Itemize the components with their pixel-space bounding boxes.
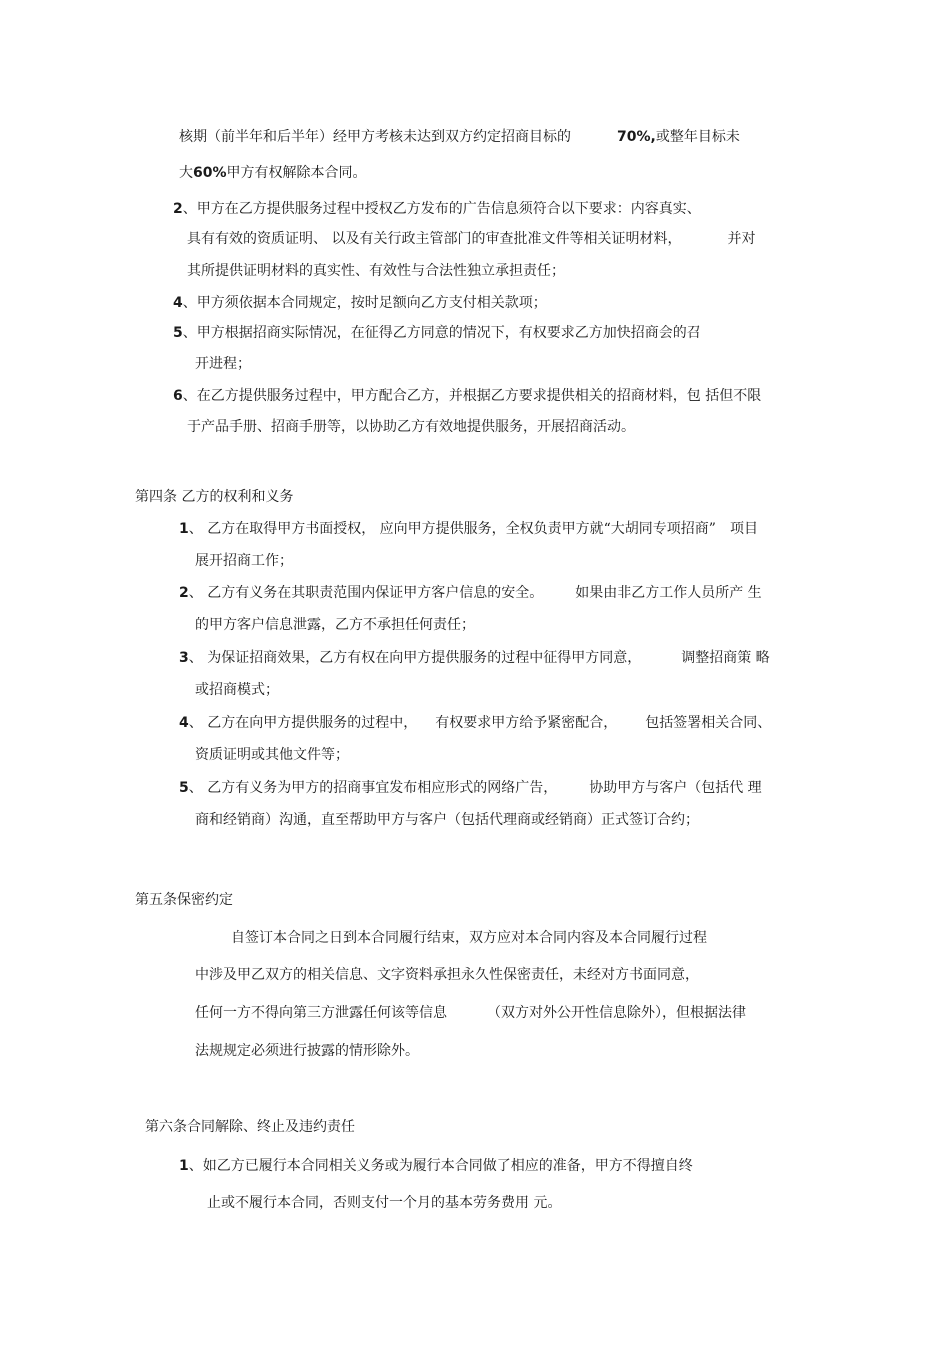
a4-item3-text-a: 、 为保证招商效果，乙方有权在向甲方提供服务的过程中征得甲方同意， bbox=[188, 650, 642, 666]
a5-line2: 中涉及甲乙双方的相关信息、文字资料承担永久性保密责任，未经对方书面同意， bbox=[195, 967, 699, 983]
a4-item1-line2: 展开招商工作； bbox=[195, 553, 293, 569]
a6-item1-number: 1 bbox=[179, 1158, 189, 1174]
a4-item5-number: 5 bbox=[179, 780, 189, 796]
a4-item2-line1 bbox=[179, 583, 762, 603]
a6-item1-text: 、如乙方已履行本合同相关义务或为履行本合同做了相应的准备，甲方不得擅自终 bbox=[188, 1158, 693, 1174]
a3-item4-line1 bbox=[173, 293, 547, 313]
a6-item1-line2: 止或不履行本合同，否则支付一个月的基本劳务费用 元。 bbox=[207, 1195, 562, 1211]
a4-item5-text-b: 协助甲方与客户（包括代 理 bbox=[589, 780, 762, 796]
a5-line3-text-a: 任何一方不得向第三方泄露任何该等信息 bbox=[195, 1005, 447, 1021]
a4-item4-line2: 资质证明或其他文件等； bbox=[195, 747, 349, 763]
a5-line4: 法规规定必须进行披露的情形除外。 bbox=[195, 1043, 419, 1059]
a3-para1-line2 bbox=[179, 163, 367, 183]
a3-para1-prefix: 大 bbox=[179, 165, 193, 181]
a4-item4-text-b: 有权要求甲方给予紧密配合， bbox=[435, 715, 618, 731]
a3-item5-number: 5 bbox=[173, 325, 183, 341]
a4-item5-line2: 商和经销商）沟通，直至帮助甲方与客户（包括代理商或经销商）正式签订合约； bbox=[195, 812, 699, 828]
a4-item4-line1 bbox=[179, 713, 771, 733]
a3-item2-text-a: 具有有效的资质证明、 以及有关行政主管部门的审查批准文件等相关证明材料， bbox=[187, 231, 682, 247]
article4-heading: 第四条 乙方的权利和义务 bbox=[135, 489, 294, 505]
a4-item1-text-b: 项目 bbox=[729, 521, 758, 537]
a4-item4-text-c: 包括签署相关合同、 bbox=[645, 715, 772, 731]
a4-item4-number: 4 bbox=[179, 715, 189, 731]
a3-item2-line2 bbox=[187, 229, 755, 249]
a3-item6-text: 、在乙方提供服务过程中，甲方配合乙方，并根据乙方要求提供相关的招商材料，包 括但不限 bbox=[182, 388, 762, 404]
a3-item6-line2: 于产品手册、招商手册等，以协助乙方有效地提供服务，开展招商活动。 bbox=[187, 419, 635, 435]
a3-item2-number: 2 bbox=[173, 201, 183, 217]
a3-para1-text: 核期（前半年和后半年）经甲方考核未达到双方约定招商目标的 bbox=[179, 129, 571, 145]
a4-item3-line1 bbox=[179, 648, 770, 668]
a3-item2-text-b: 并对 bbox=[727, 231, 756, 247]
a5-line1: 自签订本合同之日到本合同履行结束，双方应对本合同内容及本合同履行过程 bbox=[231, 930, 707, 946]
a4-item1-text-a: 、 乙方在取得甲方书面授权， 应向甲方提供服务，全权负责甲方就“大胡同专项招商” bbox=[188, 521, 716, 537]
a3-para1-line1 bbox=[179, 127, 740, 147]
a3-item5-text: 、甲方根据招商实际情况，在征得乙方同意的情况下，有权要求乙方加快招商会的召 bbox=[182, 325, 701, 341]
a3-para1-tail: 或整年目标未 bbox=[655, 129, 740, 145]
a3-item6-number: 6 bbox=[173, 388, 183, 404]
a3-item4-number: 4 bbox=[173, 295, 183, 311]
a3-percent-60: 60% bbox=[193, 165, 227, 181]
a4-item3-text-b: 调整招商策 略 bbox=[681, 650, 770, 666]
a3-item4-text: 、甲方须依据本合同规定，按时足额向乙方支付相关款项； bbox=[182, 295, 547, 311]
a4-item2-text-a: 、 乙方有义务在其职责范围内保证甲方客户信息的安全。 bbox=[188, 585, 544, 601]
a3-item2-text: 、甲方在乙方提供服务过程中授权乙方发布的广告信息须符合以下要求：内容真实、 bbox=[182, 201, 701, 217]
article6-heading: 第六条合同解除、终止及违约责任 bbox=[145, 1119, 355, 1135]
a4-item3-line2: 或招商模式； bbox=[195, 682, 279, 698]
article5-heading: 第五条保密约定 bbox=[135, 892, 233, 908]
a3-item2-line1 bbox=[173, 199, 701, 219]
a3-item5-line1 bbox=[173, 323, 701, 343]
a4-item2-number: 2 bbox=[179, 585, 189, 601]
a4-item4-text-a: 、 乙方在向甲方提供服务的过程中， bbox=[188, 715, 418, 731]
a4-item2-line2: 的甲方客户信息泄露，乙方不承担任何责任； bbox=[195, 617, 475, 633]
a6-item1-line1 bbox=[179, 1156, 693, 1176]
a3-item5-line2: 开进程； bbox=[195, 356, 251, 372]
a4-item1-number: 1 bbox=[179, 521, 189, 537]
a3-para1-end: 甲方有权解除本合同。 bbox=[226, 165, 367, 181]
a4-item5-line1 bbox=[179, 778, 762, 798]
a3-item2-line3: 其所提供证明材料的真实性、有效性与合法性独立承担责任； bbox=[187, 263, 565, 279]
a4-item3-number: 3 bbox=[179, 650, 189, 666]
a4-item5-text-a: 、 乙方有义务为甲方的招商事宜发布相应形式的网络广告， bbox=[188, 780, 558, 796]
a4-item2-text-b: 如果由非乙方工作人员所产 生 bbox=[575, 585, 762, 601]
a4-item1-line1 bbox=[179, 519, 758, 539]
a3-item6-line1 bbox=[173, 386, 761, 406]
a5-line3-text-b: （双方对外公开性信息除外），但根据法律 bbox=[487, 1005, 746, 1021]
a3-percent-70: 70%, bbox=[617, 129, 656, 145]
a5-line3 bbox=[195, 1003, 746, 1023]
